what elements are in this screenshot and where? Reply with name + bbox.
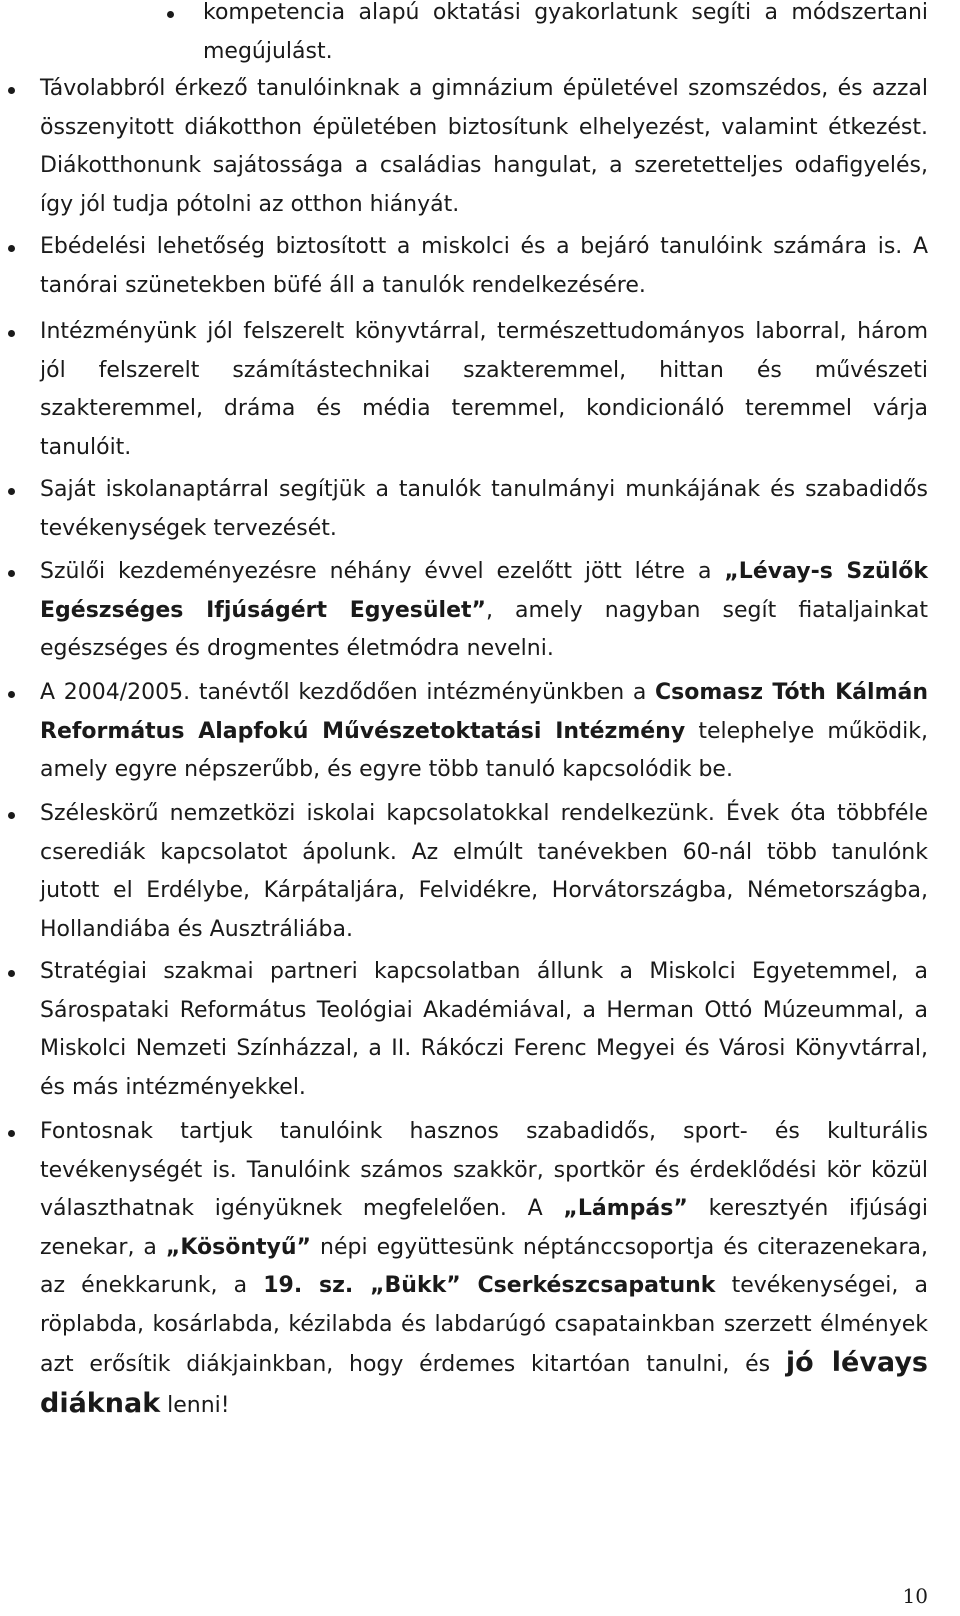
bullet-marker <box>8 87 15 94</box>
item-text: A 2004/2005. tanévtől kezdődően intézményünkben a <box>40 680 656 705</box>
bullet-marker <box>8 570 15 577</box>
bullet-marker <box>8 691 15 698</box>
bullet-marker <box>8 488 15 495</box>
list-item: Intézményünk jól felszerelt könyvtárral, természettudományos laborral, három jól felszerelt számítástechnikai szakteremmel, hittan és művészeti szakteremmel, dráma és média teremmel, kondicionáló teremmel várja tanulóit. <box>40 319 928 460</box>
item-text: tevékenységei, a röplabda, kosárlabda, kézilabda és labdarúgó csapatainkban szerzett élmények azt erősítik diákjainkban, hogy érdemes kitartóan tanulni, és <box>40 1273 928 1377</box>
bullet-marker <box>167 11 174 18</box>
list-item: Széleskörű nemzetközi iskolai kapcsolatokkal rendelkezünk. Évek óta többféle cserediák kapcsolatot ápolunk. Az elmúlt tanévekben 60-nál több tanulónk jutott el Erdélybe, Kárpátaljára, Felvidékre, Horvátországba, Németországba, Hollandiába és Ausztráliába. <box>40 801 928 942</box>
list-item <box>40 1113 928 1425</box>
list-item: Ebédelési lehetőség biztosított a miskolci és a bejáró tanulóink számára is. A tanórai szünetekben büfé áll a tanulók rendelkezésére. <box>40 234 928 298</box>
bullet-marker <box>8 330 15 337</box>
item-text: keresztyén ifjúsági zenekar, a <box>40 1196 928 1260</box>
bullet-marker <box>8 245 15 252</box>
item-text: Szülői kezdeményezésre néhány évvel ezelőtt jött létre a <box>40 559 725 584</box>
item-text: telephelye működik, amely egyre népszerűbb, és egyre több tanuló kapcsolódik be. <box>40 718 928 782</box>
list-item: Stratégiai szakmai partneri kapcsolatban állunk a Miskolci Egyetemmel, a Sárospataki Református Teológiai Akadémiával, a Herman Ottó Múzeummal, a Miskolci Nemzeti Színházzal, a II. Rákóczi Ferenc Megyei és Városi Könyvtárral, és más intézményekkel. <box>40 959 928 1100</box>
bullet-marker <box>8 1130 15 1137</box>
association-name: „Lévay-s Szülők Egészséges Ifjúságért Egyesület” <box>40 559 929 623</box>
bullet-marker <box>8 970 15 977</box>
item-text: népi együttesünk néptánccsoportja és citerazenekara, az énekkarunk, a <box>40 1234 929 1298</box>
bullet-marker <box>8 812 15 819</box>
item-text: , amely nagyban segít fiataljainkat egészséges és drogmentes életmódra nevelni. <box>40 597 928 661</box>
list-item <box>40 674 928 790</box>
list-item: Saját iskolanaptárral segítjük a tanulók tanulmányi munkájának és szabadidős tevékenységek tervezését. <box>40 477 928 541</box>
institution-name: Csomasz Tóth Kálmán Református Alapfokú Művészetoktatási Intézmény <box>40 680 928 744</box>
scout-troop-name: 19. sz. „Bükk” Cserkészcsapatunk <box>263 1273 716 1298</box>
band-name: „Lámpás” <box>563 1196 688 1221</box>
emphasis-text: jó lévays diáknak <box>40 1347 928 1419</box>
list-item: kompetencia alapú oktatási gyakorlatunk segíti a módszertani megújulást. <box>203 0 928 64</box>
page-number: 10 <box>902 1584 928 1608</box>
item-text: Fontosnak tartjuk tanulóink hasznos szabadidős, sport- és kulturális tevékenységét is. Tanulóink számos szakkör, sportkör és érdeklődési kör közül választhatnak igényüknek megfelelően. A <box>40 1119 928 1221</box>
item-text: lenni! <box>160 1392 230 1418</box>
ensemble-name: „Kösöntyű” <box>165 1234 312 1260</box>
list-item <box>40 553 928 669</box>
list-item: Távolabbról érkező tanulóinknak a gimnázium épületével szomszédos, és azzal összenyitott diákotthon épületében biztosítunk elhelyezést, valamint étkezést. Diákotthonunk sajátossága a családias hangulat, a szeretetteljes odafigyelés, így jól tudja pótolni az otthon hiányát. <box>40 76 928 217</box>
